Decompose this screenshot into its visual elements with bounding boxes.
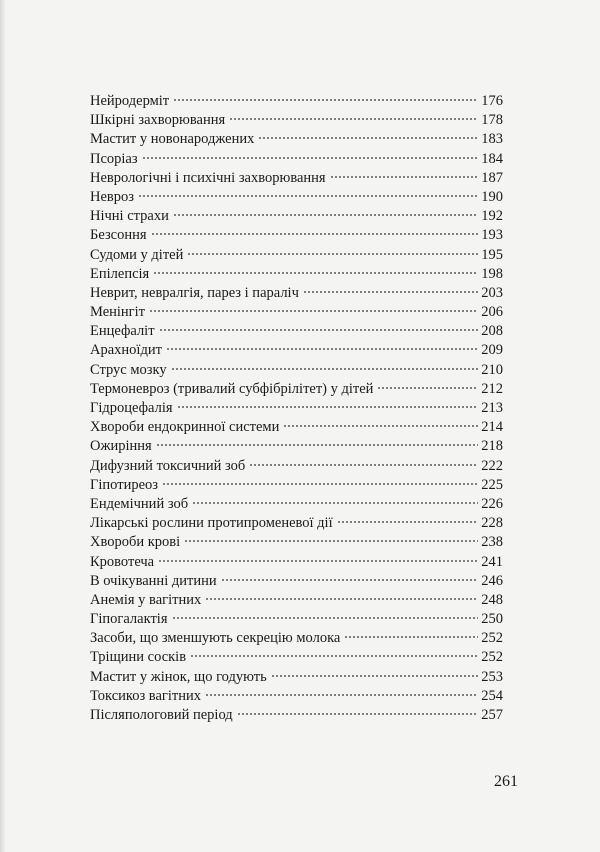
toc-entry-title: Менінгіт: [90, 304, 145, 321]
toc-leader-dots: [172, 616, 479, 620]
toc-entry-page: 218: [481, 438, 503, 455]
toc-entry: [90, 514, 503, 533]
page-number: 261: [494, 773, 518, 790]
toc-entry: [90, 418, 503, 437]
toc-entry-title: Хвороби крові: [90, 534, 181, 551]
toc-leader-dots: [344, 635, 478, 639]
toc-entry-page: 241: [481, 553, 503, 570]
toc-entry-page: 225: [481, 476, 503, 493]
toc-leader-dots: [237, 712, 479, 716]
toc-entry-title: В очікуванні дитини: [90, 572, 217, 589]
toc-leader-dots: [156, 443, 479, 447]
toc-leader-dots: [142, 156, 479, 160]
toc-entry-title: Кровотеча: [90, 553, 155, 570]
toc-entry: [90, 111, 503, 130]
toc-leader-dots: [229, 117, 478, 121]
toc-leader-dots: [249, 463, 478, 467]
toc-entry-title: Анемія у вагітних: [90, 591, 202, 608]
toc-leader-dots: [221, 578, 479, 582]
toc-entry: [90, 303, 503, 322]
toc-entry-page: 192: [481, 208, 503, 225]
toc-leader-dots: [330, 175, 479, 179]
toc-leader-dots: [171, 367, 479, 371]
toc-entry-title: Мастит у новонароджених: [90, 131, 255, 148]
toc-entry-page: 187: [481, 169, 503, 186]
toc-entry-page: 210: [481, 361, 503, 378]
toc-entry: [90, 553, 503, 572]
toc-entry-title: Тріщини сосків: [90, 649, 187, 666]
toc-leader-dots: [303, 290, 478, 294]
toc-entry: [90, 226, 503, 245]
toc-entry-title: Токсикоз вагітних: [90, 687, 201, 704]
toc-leader-dots: [205, 693, 478, 697]
table-of-contents: [90, 92, 503, 725]
toc-entry-page: 213: [481, 400, 503, 416]
toc-entry-title: Псоріаз: [90, 150, 138, 167]
toc-leader-dots: [153, 271, 478, 275]
toc-leader-dots: [271, 674, 479, 678]
toc-entry-page: 253: [481, 668, 503, 685]
toc-entry-title: Ожиріння: [90, 438, 152, 455]
toc-entry-page: 206: [481, 304, 503, 321]
toc-entry-page: 228: [481, 515, 503, 532]
toc-entry: [90, 341, 503, 360]
toc-entry-page: 195: [481, 246, 503, 263]
toc-leader-dots: [184, 539, 478, 543]
toc-entry-page: 178: [481, 112, 503, 129]
toc-entry-title: Дифузний токсичний зоб: [90, 457, 246, 474]
toc-entry-page: 190: [481, 188, 503, 205]
toc-leader-dots: [173, 98, 478, 102]
toc-entry: [90, 188, 503, 207]
toc-entry-title: Лікарські рослини протипроменевої дії: [90, 515, 333, 532]
toc-leader-dots: [162, 482, 478, 486]
toc-entry: [90, 130, 503, 149]
toc-entry-title: Невроз: [90, 188, 134, 205]
toc-entry-page: 198: [481, 265, 503, 282]
toc-entry-page: 248: [481, 591, 503, 608]
toc-leader-dots: [166, 347, 478, 351]
toc-entry-title: Арахноїдит: [90, 342, 162, 359]
toc-entry-title: Гіпогалактія: [90, 611, 168, 628]
toc-entry-page: 254: [481, 687, 503, 704]
toc-leader-dots: [177, 405, 479, 409]
toc-leader-dots: [173, 213, 478, 217]
toc-entry: [90, 284, 503, 303]
toc-entry-page: 222: [481, 457, 503, 474]
toc-leader-dots: [149, 309, 478, 313]
toc-entry-title: Нейродерміт: [90, 93, 170, 109]
toc-entry: [90, 533, 503, 552]
toc-entry: [90, 706, 503, 725]
toc-entry-title: Нічні страхи: [90, 208, 169, 225]
toc-entry-title: Гіпотиреоз: [90, 476, 158, 493]
toc-leader-dots: [205, 597, 478, 601]
toc-leader-dots: [138, 194, 478, 198]
toc-entry: [90, 668, 503, 687]
toc-entry-page: 208: [481, 323, 503, 340]
toc-leader-dots: [337, 520, 479, 524]
toc-entry-page: 252: [481, 630, 503, 647]
toc-entry-title: Мастит у жінок, що годують: [90, 668, 267, 685]
toc-entry: [90, 437, 503, 456]
toc-entry: [90, 169, 503, 188]
toc-entry-title: Епілепсія: [90, 265, 150, 282]
toc-entry-title: Гідроцефалія: [90, 400, 173, 416]
toc-entry-page: 257: [481, 707, 503, 723]
toc-leader-dots: [159, 328, 479, 332]
toc-leader-dots: [258, 136, 478, 140]
toc-leader-dots: [377, 386, 478, 390]
toc-leader-dots: [151, 232, 479, 236]
toc-entry-page: 193: [481, 227, 503, 244]
toc-entry-title: Післяпологовий період: [90, 707, 233, 723]
toc-entry-title: Ендемічний зоб: [90, 495, 189, 512]
toc-entry-page: 176: [481, 93, 503, 109]
toc-entry-title: Засоби, що зменшують секрецію молока: [90, 630, 341, 647]
toc-entry-page: 183: [481, 131, 503, 148]
toc-leader-dots: [190, 654, 478, 658]
toc-entry-title: Термоневроз (тривалий субфібрілітет) у дітей: [90, 380, 374, 397]
toc-entry: [90, 495, 503, 514]
toc-entry-page: 212: [481, 380, 503, 397]
toc-entry-page: 226: [481, 495, 503, 512]
toc-entry-title: Шкірні захворювання: [90, 112, 226, 129]
toc-entry-page: 214: [481, 419, 503, 436]
toc-entry: [90, 246, 503, 265]
toc-entry: [90, 399, 503, 418]
toc-entry-title: Безсоння: [90, 227, 147, 244]
toc-entry: [90, 150, 503, 169]
toc-entry: [90, 648, 503, 667]
toc-entry: [90, 457, 503, 476]
toc-entry-title: Енцефаліт: [90, 323, 155, 340]
toc-entry: [90, 92, 503, 111]
toc-entry-title: Неврологічні і психічні захворювання: [90, 169, 326, 186]
toc-leader-dots: [283, 424, 478, 428]
toc-leader-dots: [187, 252, 478, 256]
toc-entry: [90, 629, 503, 648]
page-edge-shadow: [0, 0, 6, 852]
toc-entry: [90, 380, 503, 399]
toc-entry-title: Струс мозку: [90, 361, 167, 378]
toc-entry-page: 209: [481, 342, 503, 359]
toc-entry: [90, 207, 503, 226]
toc-entry-page: 250: [481, 611, 503, 628]
toc-entry: [90, 572, 503, 591]
toc-entry-title: Неврит, невралгія, парез і параліч: [90, 284, 299, 301]
toc-entry-title: Судоми у дітей: [90, 246, 184, 263]
toc-entry: [90, 322, 503, 341]
toc-entry: [90, 591, 503, 610]
toc-entry-page: 252: [481, 649, 503, 666]
toc-entry-title: Хвороби ендокринної системи: [90, 419, 280, 436]
toc-entry-page: 203: [481, 284, 503, 301]
toc-leader-dots: [158, 559, 478, 563]
toc-entry: [90, 687, 503, 706]
toc-leader-dots: [192, 501, 478, 505]
toc-entry: [90, 361, 503, 380]
toc-entry-page: 238: [481, 534, 503, 551]
toc-entry: [90, 610, 503, 629]
toc-entry: [90, 265, 503, 284]
toc-entry: [90, 476, 503, 495]
toc-entry-page: 184: [481, 150, 503, 167]
toc-entry-page: 246: [481, 572, 503, 589]
